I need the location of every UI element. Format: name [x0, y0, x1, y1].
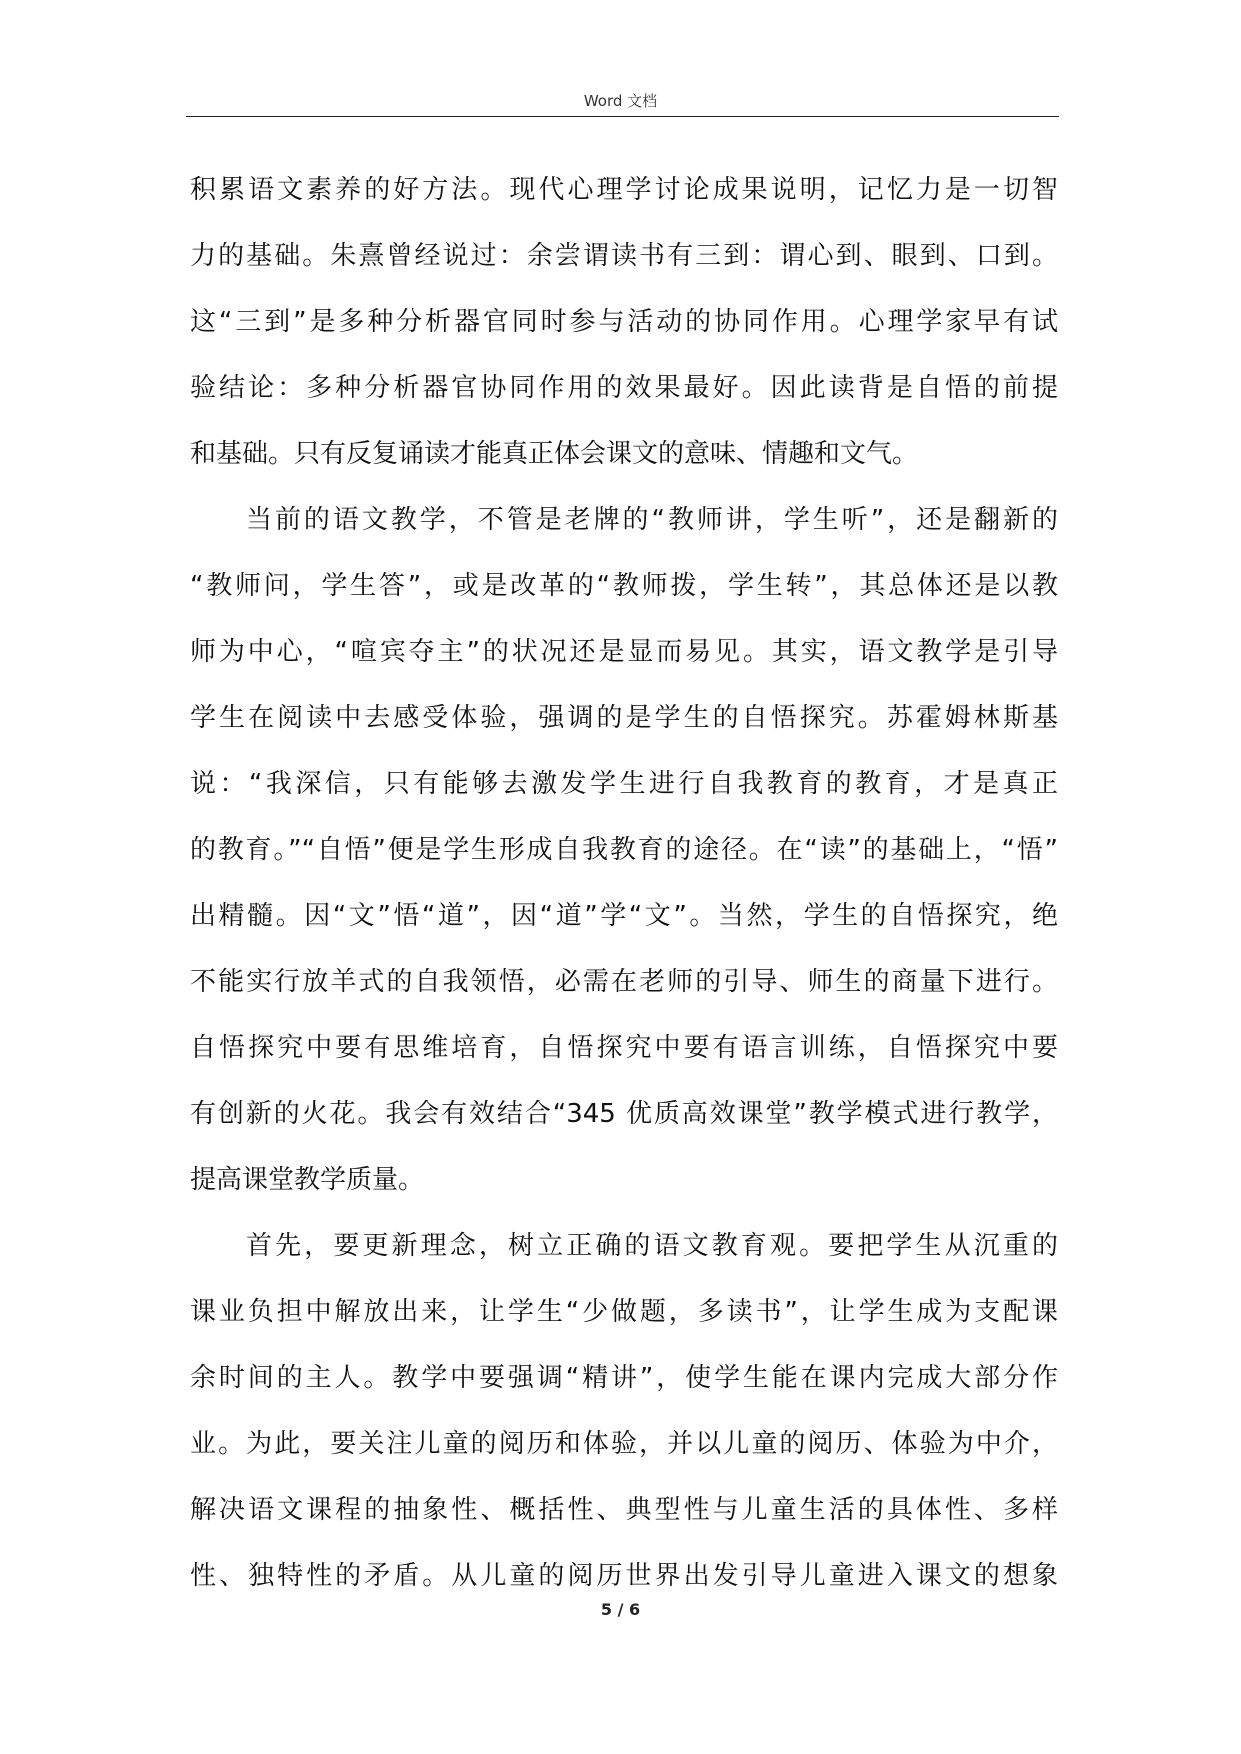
- text-line: 当前的语文教学，不管是老牌的“教师讲，学生听”，还是翻新的: [246, 505, 1058, 535]
- text-line: “教师问，学生答”，或是改革的“教师拨，学生转”，其总体还是以教: [190, 571, 1058, 601]
- text-line: 提高课堂教学质量。: [190, 1165, 425, 1195]
- text-line: 自悟探究中要有思维培育，自悟探究中要有语言训练，自悟探究中要: [190, 1033, 1058, 1063]
- page-number: 5 / 6: [600, 1600, 641, 1619]
- page-header: Word 文档: [583, 92, 658, 110]
- text-line: 说：“我深信，只有能够去激发学生进行自我教育的教育，才是真正: [190, 769, 1058, 799]
- text-line: 性、独特性的矛盾。从儿童的阅历世界出发引导儿童进入课文的想象: [190, 1561, 1058, 1591]
- text-line: 这“三到”是多种分析器官同时参与活动的协同作用。心理学家早有试: [190, 307, 1058, 337]
- text-line: 学生在阅读中去感受体验，强调的是学生的自悟探究。苏霍姆林斯基: [190, 703, 1058, 733]
- text-line: 出精髓。因“文”悟“道”，因“道”学“文”。当然，学生的自悟探究，绝: [190, 901, 1058, 931]
- paragraph-2: [190, 487, 1058, 1213]
- text-line: 验结论：多种分析器官协同作用的效果最好。因此读背是自悟的前提: [190, 373, 1058, 403]
- text-line: 课业负担中解放出来，让学生“少做题，多读书”，让学生成为支配课: [190, 1297, 1058, 1327]
- text-line: 不能实行放羊式的自我领悟，必需在老师的引导、师生的商量下进行。: [190, 967, 1058, 997]
- text-line: 师为中心，“喧宾夺主”的状况还是显而易见。其实，语文教学是引导: [190, 637, 1058, 667]
- text-line: 的教育。”“自悟”便是学生形成自我教育的途径。在“读”的基础上，“悟”: [190, 835, 1058, 865]
- text-line: 有创新的火花。我会有效结合“345 优质高效课堂”教学模式进行教学，: [190, 1099, 1058, 1129]
- text-line: 和基础。只有反复诵读才能真正体会课文的意味、情趣和文气。: [190, 439, 919, 469]
- text-line: 力的基础。朱熹曾经说过：余尝谓读书有三到：谓心到、眼到、口到。: [190, 241, 1058, 271]
- text-line: 余时间的主人。教学中要强调“精讲”，使学生能在课内完成大部分作: [190, 1363, 1058, 1393]
- text-line: 首先，要更新理念，树立正确的语文教育观。要把学生从沉重的: [246, 1231, 1058, 1261]
- paragraph-1: [190, 157, 1058, 487]
- paragraph-3: [190, 1213, 1058, 1609]
- text-line: 积累语文素养的好方法。现代心理学讨论成果说明，记忆力是一切智: [190, 175, 1058, 205]
- text-line: 业。为此，要关注儿童的阅历和体验，并以儿童的阅历、体验为中介，: [190, 1429, 1058, 1459]
- header-divider: [186, 116, 1059, 117]
- document-body: [190, 157, 1058, 1609]
- text-line: 解决语文课程的抽象性、概括性、典型性与儿童生活的具体性、多样: [190, 1495, 1058, 1525]
